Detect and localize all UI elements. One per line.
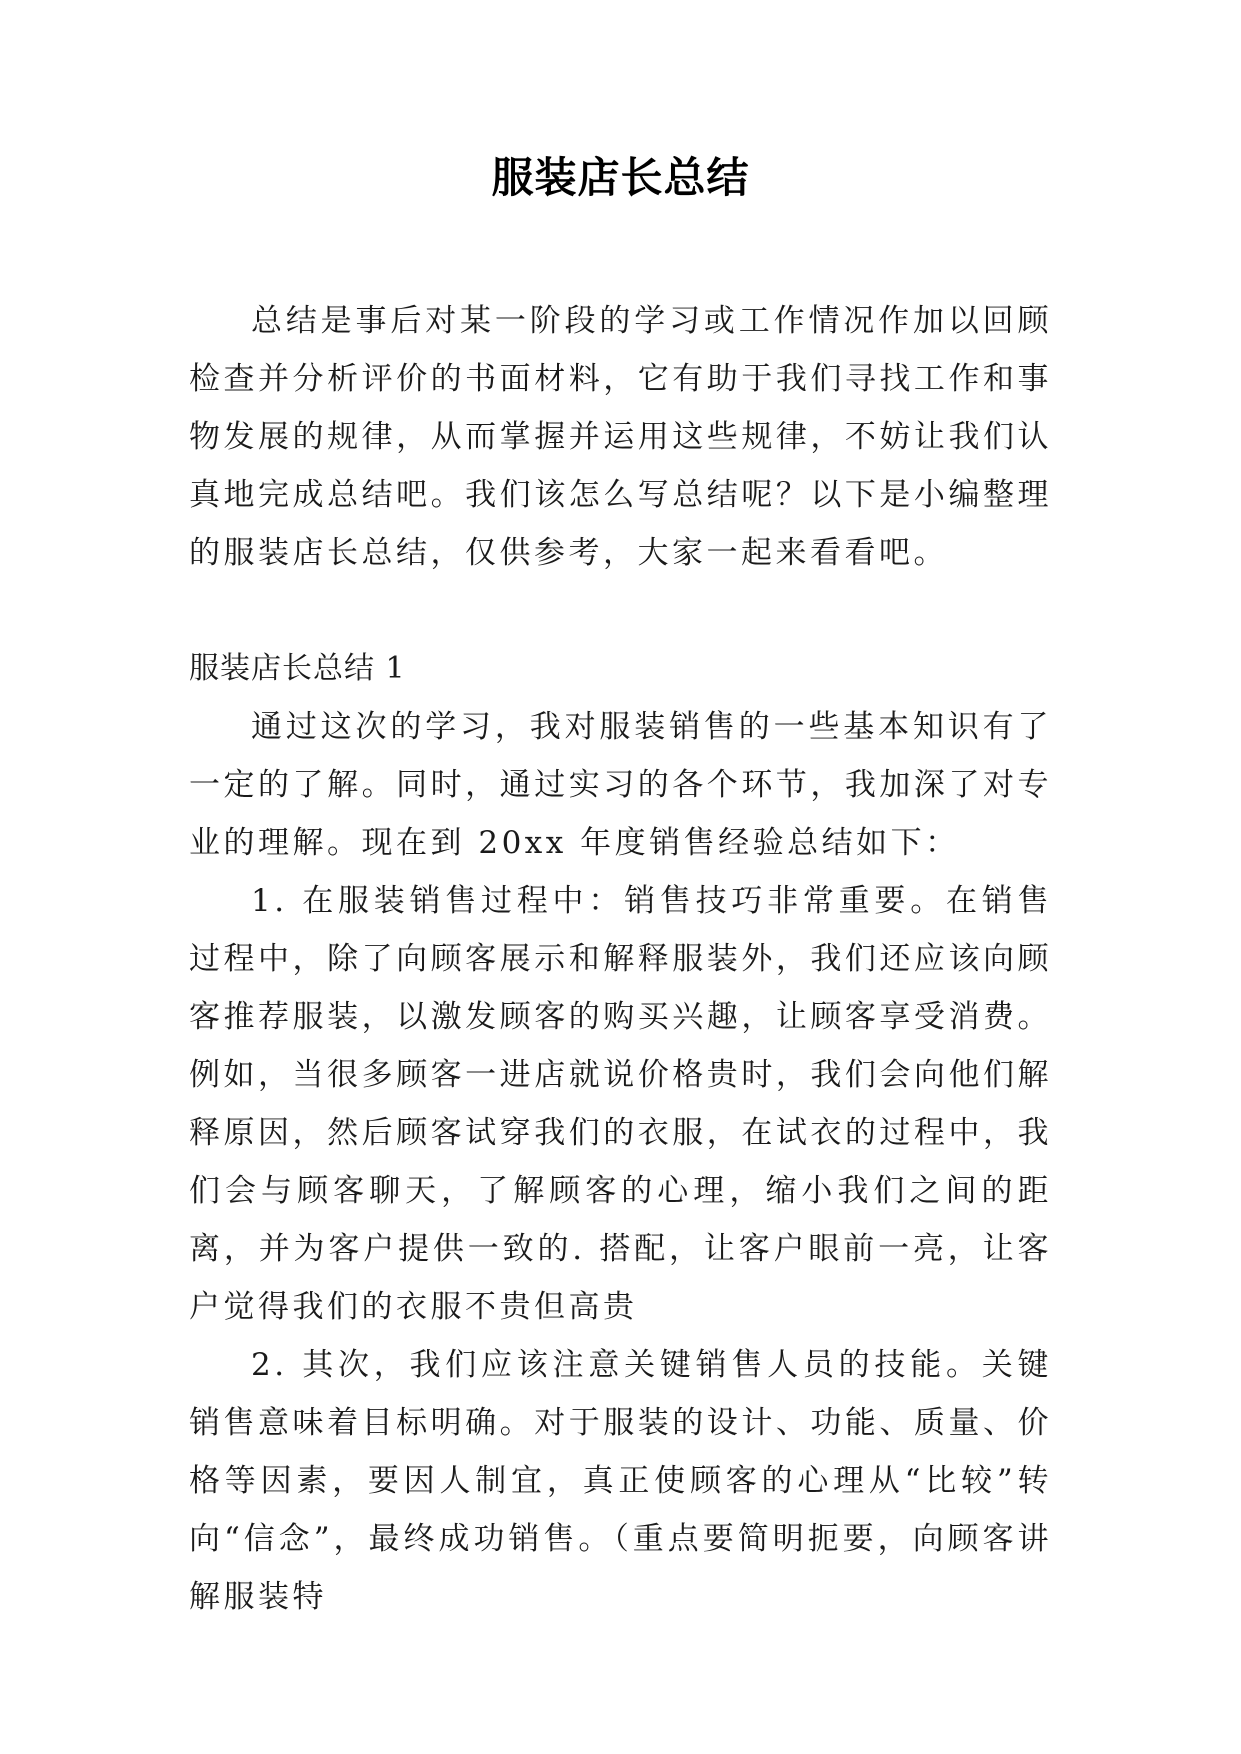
body-paragraph-2: 1. 在服装销售过程中：销售技巧非常重要。在销售过程中，除了向顾客展示和解释服装外，我们还应该向顾客推荐服装，以激发顾客的购买兴趣，让顾客享受消费。例如，当很多顾客一进店就说价格贵时，我们会向他们解释原因，然后顾客试穿我们的衣服，在试衣的过程中，我们会与顾客聊天，了解顾客的心理，缩小我们之间的距离，并为客户提供一致的. 搭配，让客户眼前一亮，让客户觉得我们的衣服不贵但高贵 <box>189 883 1052 1325</box>
body-paragraph-1: 通过这次的学习，我对服装销售的一些基本知识有了一定的了解。同时，通过实习的各个环节，我加深了对专业的理解。现在到 20xx 年度销售经验总结如下： <box>189 709 1052 861</box>
intro-section <box>189 292 1052 582</box>
document-title: 服装店长总结 <box>491 153 750 202</box>
section-body <box>189 698 1052 1626</box>
section-heading: 服装店长总结 1 <box>189 651 406 686</box>
intro-paragraph: 总结是事后对某一阶段的学习或工作情况作加以回顾检查并分析评价的书面材料，它有助于我们寻找工作和事物发展的规律，从而掌握并运用这些规律，不妨让我们认真地完成总结吧。我们该怎么写总结呢？以下是小编整理的服装店长总结，仅供参考，大家一起来看看吧。 <box>189 303 1052 571</box>
body-paragraph-3: 2. 其次，我们应该注意关键销售人员的技能。关键销售意味着目标明确。对于服装的设计、功能、质量、价格等因素，要因人制宜，真正使顾客的心理从“比较”转向“信念”，最终成功销售。（重点要简明扼要，向顾客讲解服装特 <box>189 1347 1052 1615</box>
